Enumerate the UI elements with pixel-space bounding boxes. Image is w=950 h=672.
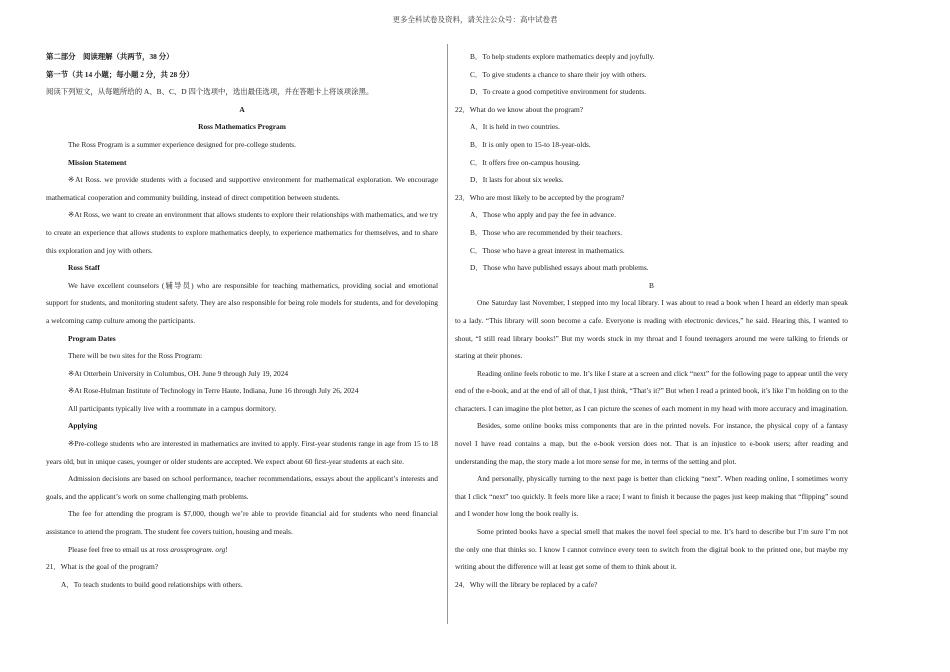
- section-title: 第二部分 阅读理解（共两节，38 分）: [46, 52, 174, 61]
- subsection-title: 第一节（共 14 小题；每小题 2 分，共 28 分）: [46, 69, 194, 79]
- mission-paragraph-2: ※At Ross, we want to create an environment that allows students to explore their relationships with mathematics, and we try to create an experience that allows students to explore mathematics deeply, to experience mathematics for themselves, and to share this exploration and joy with others.: [46, 210, 438, 255]
- dates-intro: There will be two sites for the Ross Program:: [68, 351, 203, 361]
- left-column: [46, 48, 438, 593]
- question-23-option-c: C．Those who have a great interest in mathematics.: [470, 245, 625, 255]
- question-23: 23．Who are most likely to be accepted by the program?: [455, 192, 625, 202]
- passage-b-paragraph-1: One Saturday last November, I stepped into my local library. I was about to read a book when I heard an elderly man speak to a lady. “This library will soon become a cafe. Everyone is reading with electronic devices,” he said. Hearing this, I wanted to shout, “I still read library books!” But my words stuck in my throat and I found teenagers around me were talking to friends or staring at their phones.: [455, 298, 848, 361]
- column-divider: [447, 44, 448, 624]
- email-suffix: !: [225, 544, 228, 554]
- dates-heading: Program Dates: [68, 333, 116, 343]
- applying-paragraph-3: The fee for attending the program is $7,000, though we’re able to provide financial aid for students who need financial assistance to attend the program. The student fee covers tuition, housing and meals.: [46, 509, 438, 537]
- question-21-option-a: A．To teach students to build good relationships with others.: [61, 579, 243, 589]
- question-23-option-d: D．Those who have published essays about math problems.: [470, 263, 649, 273]
- mission-heading: Mission Statement: [68, 157, 127, 167]
- instruction: 阅读下列短文，从每题所给的 A、B、C、D 四个选项中，选出最佳选项，并在答题卡上将该项涂黑。: [46, 87, 374, 97]
- question-23-option-a: A．Those who apply and pay the fee in advance.: [470, 210, 616, 220]
- passage-b-paragraph-4: And personally, physically turning to the next page is better than clicking “next”. When reading online, I sometimes worry that I click “next” too quickly. It feels more like a race; I want to finish it because the pages just keep making that “flipping” sound and I wonder how long the book really is.: [455, 474, 848, 519]
- staff-paragraph: We have excellent counselors (辅导员) who are responsible for teaching mathematics, providing social and emotional support for students, and monitoring student safety. They are also responsible for being role models for students, and for developing a welcoming camp culture among the participants.: [46, 280, 438, 325]
- right-column: [455, 48, 848, 593]
- site-1: ※At Otterbein University in Columbus, OH. June 9 through July 19, 2024: [68, 368, 289, 378]
- passage-title: Ross Mathematics Program: [198, 122, 286, 132]
- question-22: 22．What do we know about the program?: [455, 104, 584, 114]
- applying-heading: Applying: [68, 421, 98, 431]
- question-22-option-c: C．It offers free on-campus housing.: [470, 157, 581, 167]
- header-note: 更多全科试卷及资料，请关注公众号：高中试卷君: [392, 15, 558, 24]
- question-24: 24．Why will the library be replaced by a cafe?: [455, 579, 598, 589]
- passage-b-paragraph-5: Some printed books have a special smell that makes the novel feel special to me. It’s hard to describe but I’m sure I’m not the only one that thinks so. I know I cannot convince every teen to switch from the digital book to the printed one, but maybe my writing about the difference will at least get some of them to think about it.: [455, 527, 848, 572]
- passage-b-paragraph-3: Besides, some online books miss components that are in the printed novels. For instance, the physical copy of a fantasy novel I have read contains a map, but the e-book version does not. That is an injustice to e-book users; after reading and understanding the map, the story made a lot more sense for me, in terms of the setting and plot.: [455, 421, 848, 466]
- question-22-option-b: B．It is only open to 15-to 18-year-olds.: [470, 139, 591, 149]
- question-21-option-b: B．To help students explore mathematics deeply and joyfully.: [470, 52, 655, 61]
- passage-b-paragraph-2: Reading online feels robotic to me. It’s like I stare at a screen and click “next” for the following page to appear until the very end of the e-book, and at the end of all of that, I just think, “That’s it?” But when I read a printed book, it’s like I’m holding on to the characters. I can imagine the plot better, as I can picture the scenes of each moment in my head with more accuracy and imagination.: [455, 368, 848, 413]
- roommate-note: All participants typically live with a roommate in a campus dormitory.: [68, 403, 277, 413]
- question-22-option-a: A．It is held in two countries.: [470, 122, 560, 132]
- question-21-option-d: D．To create a good competitive environment for students.: [470, 87, 646, 97]
- question-23-option-b: B．Those who are recommended by their teachers.: [470, 227, 623, 237]
- staff-heading: Ross Staff: [68, 263, 100, 273]
- applying-paragraph-2: Admission decisions are based on school performance, teacher recommendations, essays about the applicant’s interests and goals, and the applicant’s work on some challenging math problems.: [46, 474, 438, 501]
- mission-paragraph-1: ※At Ross. we provide students with a focused and supportive environment for mathematical exploration. We encourage mathematical cooperation and community building, instead of direct competition between students.: [46, 175, 438, 202]
- email-prefix: Please feel free to email us at: [68, 544, 157, 554]
- site-2: ※At Rose-Hulman Institute of Technology in Terre Haute, Indiana, June 16 through July 26, 2024: [68, 386, 359, 396]
- email-line: [46, 541, 438, 559]
- question-22-option-d: D．It lasts for about six weeks.: [470, 175, 564, 185]
- passage-label: A: [239, 104, 245, 114]
- email-address: ross arossprogram. org: [156, 544, 226, 554]
- question-21-option-c: C．To give students a chance to share their joy with others.: [470, 69, 647, 79]
- passage-b-label: B: [649, 280, 654, 290]
- applying-paragraph-1: ※Pre-college students who are interested in mathematics are invited to apply. First-year students range in age from 15 to 18 years old, but in unique cases, younger or older students are accepted. We expect about 60 first-year students at each site.: [46, 439, 438, 466]
- question-21: 21．What is the goal of the program?: [46, 562, 159, 572]
- intro-paragraph: The Ross Program is a summer experience designed for pre-college students.: [68, 139, 297, 149]
